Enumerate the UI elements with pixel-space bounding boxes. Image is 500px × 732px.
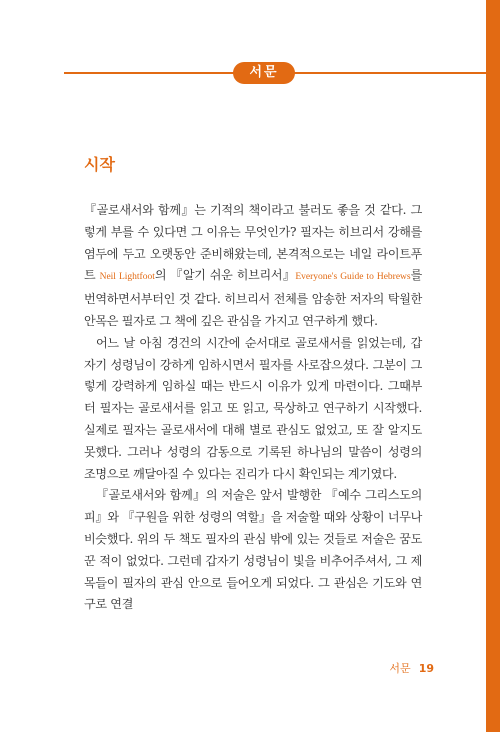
paragraph-1-text-a: 『골로새서와 함께』는 기적의 책이라고 불러도 좋을 것 같다. 그렇게 부를 수 있다면 그 이유는 무엇인가? 필자는 히브리서 강해를 염두에 두고 오랫동안 준비해왔는데, 본격적으로는 네일 라이트푸트: [84, 203, 422, 283]
paragraph-2: 어느 날 아침 경건의 시간에 순서대로 골로새서를 읽었는데, 갑자기 성령님이 강하게 임하시면서 필자를 사로잡으셨다. 그분이 그렇게 강력하게 임하실 때는 반드시 이유가 있게 마련이다. 그때부터 필자는 골로새서를 읽고 또 읽고, 묵상하고 연구하기 시작했다. 실제로 필자는 골로새서에 대해 별로 관심도 없었고, 또 잘 알지도 못했다. 그러나 성령의 감동으로 기록된 하나님의 말씀이 성령의 조명으로 깨달아질 수 있다는 진리가 다시 확인되는 계기였다.: [84, 335, 422, 481]
body-text: [84, 200, 422, 616]
paragraph-1-text-b: 의 『알기 쉬운 히브리서』: [154, 268, 296, 283]
edge-color-bar: [486, 0, 500, 732]
author-latin-name: Neil Lightfoot: [99, 272, 155, 283]
paragraph-1: [84, 200, 422, 333]
paragraph-3: 『골로새서와 함께』의 저술은 앞서 발행한 『예수 그리스도의 피』와 『구원을 위한 성령의 역할』을 저술할 때와 상황이 너무나 비슷했다. 위의 두 책도 필자의 관심 밖에 있는 것들로 저술은 꿈도 꾼 적이 없었다. 그런데 갑자기 성령님이 빛을 비추어주셔서, 그 제목들이 필자의 관심 안으로 들어오게 되었다. 그 관심은 기도와 연구로 연결: [84, 488, 422, 612]
paragraph-1-text-c: 를 번역하면서부터인 것 같다. 히브리서 전체를 암송한 저자의 탁월한 안목은 필자로 그 책에 깊은 관심을 가지고 연구하게 했다.: [84, 268, 422, 328]
chapter-badge: 서문: [233, 62, 295, 84]
footer-section-label: 서문: [389, 662, 411, 675]
section-heading: 시작: [84, 155, 115, 174]
page-footer: [389, 660, 434, 676]
page-number: 19: [418, 662, 434, 675]
book-latin-title: Everyone's Guide to Hebrews: [295, 272, 411, 283]
